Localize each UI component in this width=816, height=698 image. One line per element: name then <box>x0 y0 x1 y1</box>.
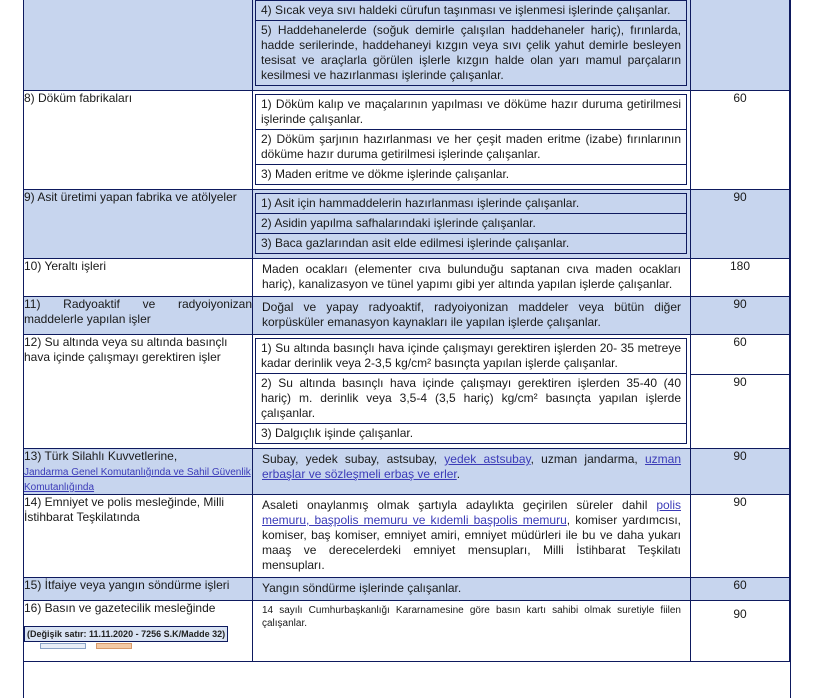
description-cell <box>253 495 691 578</box>
category-cell <box>24 449 253 495</box>
description-cell <box>253 0 691 91</box>
amendment-buttons <box>24 643 252 649</box>
table-row <box>24 449 790 495</box>
sub-item: 3) Baca gazlarından asit elde edilmesi işlerinde çalışanlar. <box>255 234 687 254</box>
description-cell <box>253 297 691 335</box>
table-row <box>24 0 790 91</box>
description-cell <box>253 91 691 190</box>
previous-version-button[interactable] <box>40 643 86 649</box>
days-cell: 60 <box>691 91 790 190</box>
table-row <box>24 578 790 601</box>
category-cell: 10) Yeraltı işleri <box>24 259 253 297</box>
category-cell <box>24 601 253 662</box>
sub-item: 1) Döküm kalıp ve maçalarının yapılması ve döküme hazır duruma getirilmesi işlerinde çalışanlar. <box>255 94 687 130</box>
category-text: 16) Basın ve gazetecilik mesleğinde <box>24 601 216 615</box>
days-cell: 60 <box>691 578 790 601</box>
occupations-table <box>23 0 790 662</box>
table-row <box>24 297 790 335</box>
description-cell <box>253 578 691 601</box>
description-text: Maden ocakları (elementer cıva bulunduğu saptanan cıva maden ocakları hariç), kanalizasyon ve tünel yapımı gibi yer altında yapılan işlerde çalışanlar. <box>262 262 681 291</box>
sub-item: 1) Asit için hammaddelerin hazırlanması işlerinde çalışanlar. <box>255 193 687 214</box>
text-segment: Subay, yedek subay, astsubay, <box>262 452 445 466</box>
description-text <box>253 449 690 486</box>
history-button[interactable] <box>96 643 132 649</box>
days-cell: 90 <box>691 449 790 495</box>
text-segment: Asaleti onaylanmış olmak şartıyla adaylıkta geçirilen süreler dahil <box>262 498 657 512</box>
text-segment: , komiser yardımcısı, komiser, baş komiser, emniyet amiri, emniyet müdürleri ile bu ve daha yukarı maaş ve derecelerdeki emniyet mensupları, Milli İstihbarat Teşkilatı mensupları. <box>262 513 681 572</box>
sub-item: 3) Dalgıçlık işinde çalışanlar. <box>255 424 687 444</box>
sub-item: 3) Maden eritme ve dökme işlerinde çalışanlar. <box>255 165 687 185</box>
description-cell <box>253 335 691 375</box>
description-text: Doğal ve yapay radyoaktif, radyoiyonizan maddeler veya bütün diğer korpüsküler emanasyon kaynakları ile yapılan işlerde çalışanlar. <box>262 300 681 329</box>
days-cell: 90 <box>691 601 790 662</box>
description-cell <box>253 190 691 259</box>
description-cell <box>253 374 691 449</box>
days-cell: 90 <box>691 495 790 578</box>
category-cell <box>24 0 253 91</box>
description-text <box>253 495 690 577</box>
table-row <box>24 91 790 190</box>
table-row <box>24 259 790 297</box>
sub-item: 2) Su altında basınçlı hava içinde çalışmayı gerektiren işlerden 35-40 (40 hariç) m. derinlik veya 3,5-4 (3,5 hariç) kg/cm² basınçta yapılan işlerde çalışanlar. <box>255 374 687 424</box>
sub-item: 4) Sıcak veya sıvı haldeki cürufun taşınması ve işlenmesi işlerinde çalışanlar. <box>255 0 687 21</box>
sub-item: 2) Asidin yapılma safhalarındaki işlerinde çalışanlar. <box>255 214 687 234</box>
description-cell <box>253 449 691 495</box>
category-cell: 12) Su altında veya su altında basınçlı hava içinde çalışmayı gerektiren işler <box>24 335 253 449</box>
category-text: 13) Türk Silahlı Kuvvetlerine, <box>24 449 178 463</box>
text-segment: . <box>456 467 461 481</box>
text-segment: , uzman jandarma, <box>530 452 645 466</box>
days-cell: 90 <box>691 297 790 335</box>
table-row <box>24 601 790 662</box>
days-cell: 180 <box>691 259 790 297</box>
category-amendment-link[interactable]: Jandarma Genel Komutanlığında ve Sahil Güvenlik Komutanlığında <box>24 467 251 493</box>
amendment-link-uzman-erbaslar[interactable]: uzman erbaşlar ve sözleşmeli erbaş ve erler <box>262 452 682 481</box>
days-cell: 90 <box>691 190 790 259</box>
table-row <box>24 335 790 375</box>
sub-item: 1) Su altında basınçlı hava içinde çalışmayı gerektiren işlerden 20- 35 metreye kadar derinlik veya 2-3,5 kg/cm² basınçta yapılan işlerde çalışanlar. <box>255 338 687 374</box>
category-cell: 11) Radyoaktif ve radyoiyonizan maddelerle yapılan işler <box>24 297 253 335</box>
amendment-link-polis-memuru[interactable]: polis memuru, başpolis memuru ve kıdemli başpolis memuru <box>262 498 681 527</box>
amendment-link-yedek-astsubay[interactable]: yedek astsubay <box>444 452 531 466</box>
description-text: 14 sayılı Cumhurbaşkanlığı Kararnamesine göre basın kartı sahibi olmak suretiyle fiilen çalışanlar. <box>262 605 681 629</box>
table-row <box>24 495 790 578</box>
description-text: Yangın söndürme işlerinde çalışanlar. <box>262 581 462 595</box>
amendment-note: (Değişik satır: 11.11.2020 - 7256 S.K/Madde 32) <box>24 626 228 642</box>
table-row <box>24 190 790 259</box>
days-cell: 60 <box>691 335 790 375</box>
sub-item: 2) Döküm şarjının hazırlanması ve her çeşit maden eritme (izabe) fırınlarının döküme hazır duruma getirilmesi işlerinde çalışanlar. <box>255 130 687 165</box>
description-cell <box>253 601 691 662</box>
days-cell: 90 <box>691 374 790 449</box>
category-cell: 9) Asit üretimi yapan fabrika ve atölyeler <box>24 190 253 259</box>
category-cell: 15) İtfaiye veya yangın söndürme işleri <box>24 578 253 601</box>
days-cell <box>691 0 790 91</box>
category-cell: 14) Emniyet ve polis mesleğinde, Milli İstihbarat Teşkilatında <box>24 495 253 578</box>
category-cell: 8) Döküm fabrikaları <box>24 91 253 190</box>
sub-item: 5) Haddehanelerde (soğuk demirle çalışılan haddehaneler hariç), fırınlarda, hadde serilerinde, haddehaneyi kızgın veya sıvı çelik yahut demirle besleyen tesisat ve araçlarla görülen işlerle kızgın halde olan yarı mamul parçaların kesilmesi ve hazırlanması işlerinde çalışanlar. <box>255 21 687 86</box>
description-cell <box>253 259 691 297</box>
